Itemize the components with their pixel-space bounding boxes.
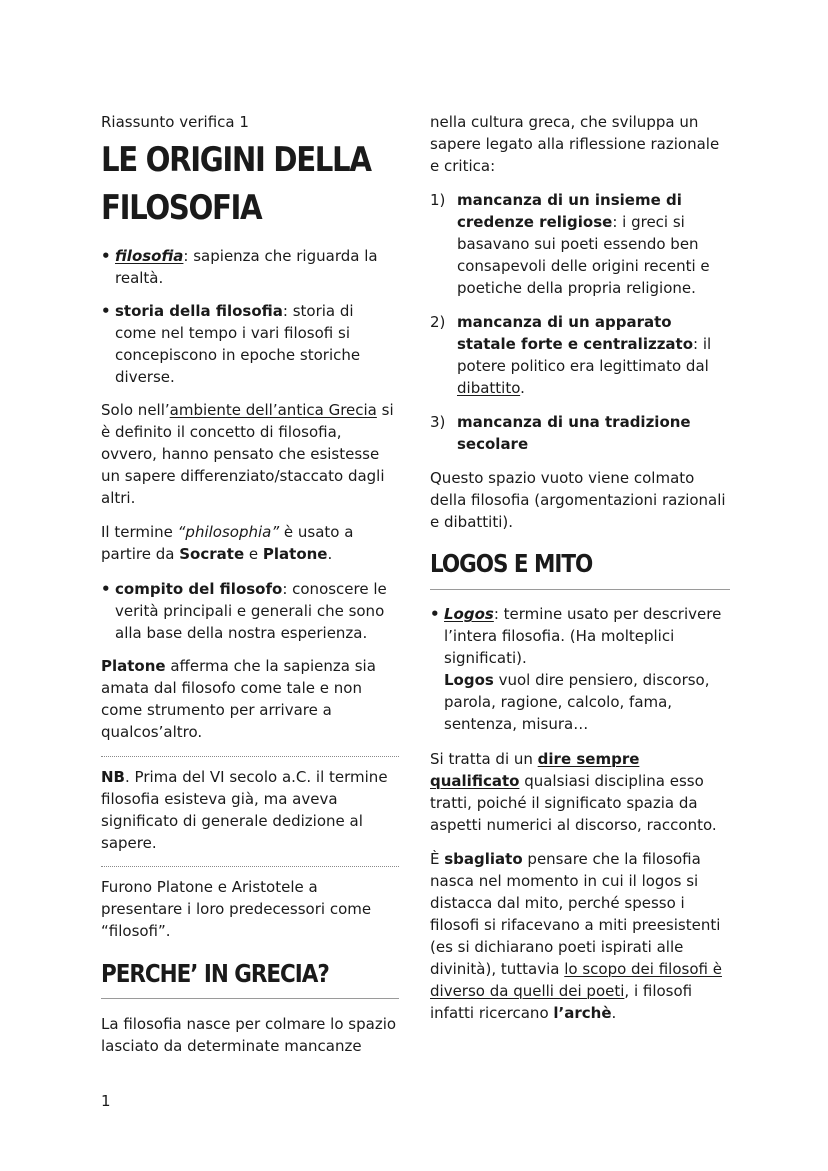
bullet-icon: •: [101, 580, 111, 598]
list-item-1: 1) mancanza di un insieme di credenze religiose: i greci si basavano sui poeti essendo ben consapevoli delle origini recenti e poetiche della propria religione.: [430, 191, 710, 297]
paragraph-philosophia: Il termine “philosophia” è usato a partire da Socrate e Platone.: [101, 523, 354, 563]
section-rule: [101, 998, 399, 999]
term-compito-del-filosofo: compito del filosofo: [115, 580, 283, 598]
note-nb: NB. Prima del VI secolo a.C. il termine filosofia esisteva già, ma aveva significato di generale dedizione al sapere.: [101, 768, 388, 852]
dotted-divider-top: [101, 756, 399, 757]
page-number: 1: [101, 1092, 111, 1110]
section-heading-logos-e-mito: LOGOS E MITO: [430, 549, 593, 578]
list-item-2: 2) mancanza di un apparato statale forte e centralizzato: il potere politico era legittimato dal dibattito.: [430, 313, 712, 397]
paragraph-mancanze: La filosofia nasce per colmare lo spazio lasciato da determinate mancanze: [101, 1015, 397, 1055]
page-title-line-2: FILOSOFIA: [101, 188, 262, 228]
paragraph-predecessori: Furono Platone e Aristotele a presentare i loro predecessori come “filosofi”.: [101, 878, 372, 940]
dotted-divider-bottom: [101, 866, 399, 867]
list-item-logos: • Logos: termine usato per descrivere l’intera filosofia. (Ha molteplici significati). Logos vuol dire pensiero, discorso, parola, ragione, calcolo, fama, sentenza, misura…: [430, 605, 722, 733]
page-title-line-1: LE ORIGINI DELLA: [101, 140, 371, 180]
paragraph-sbagliato: È sbagliato pensare che la filosofia nasca nel momento in cui il logos si distacca dal mito, perché spesso i filosofi si rifacevano a miti preesistenti (es si dichiarano poeti ispirati alle divinità), tuttavia lo scopo dei filosofi è diverso da quelli dei poeti, i filosofi infatti ricercano l’archè.: [430, 850, 722, 1022]
term-filosofia: filosofia: [115, 247, 184, 265]
list-item-3: 3) mancanza di una tradizione secolare: [430, 413, 691, 453]
bullet-icon: •: [101, 247, 111, 265]
document-subtitle: Riassunto verifica 1: [101, 113, 249, 131]
paragraph-cultura-greca: nella cultura greca, che sviluppa un sapere legato alla riflessione razionale e critica:: [430, 113, 720, 175]
list-item-storia-della-filosofia: • storia della filosofia: storia di come nel tempo i vari filosofi si concepiscono in epoche storiche diverse.: [101, 302, 361, 386]
section-rule: [430, 589, 730, 590]
term-storia-della-filosofia: storia della filosofia: [115, 302, 283, 320]
term-logos: Logos: [444, 605, 494, 623]
paragraph-platone: Platone afferma che la sapienza sia amata dal filosofo come tale e non come strumento per arrivare a qualcos’altro.: [101, 657, 376, 741]
list-item-filosofia: • filosofia: sapienza che riguarda la realtà.: [101, 247, 378, 287]
bullet-icon: •: [430, 605, 440, 623]
bullet-icon: •: [101, 302, 111, 320]
paragraph-dire-qualificato: Si tratta di un dire sempre qualificato qualsiasi disciplina esso tratti, poiché il significato spazia da aspetti numerici al discorso, racconto.: [430, 750, 717, 834]
section-heading-perche-in-grecia: PERCHE’ IN GRECIA?: [101, 959, 329, 988]
paragraph-spazio-vuoto: Questo spazio vuoto viene colmato della filosofia (argomentazioni razionali e dibattiti).: [430, 469, 726, 531]
list-item-compito-del-filosofo: • compito del filosofo: conoscere le verità principali e generali che sono alla base della nostra esperienza.: [101, 580, 387, 642]
paragraph-ambiente-grecia: Solo nell’ambiente dell’antica Grecia si è definito il concetto di filosofia, ovvero, hanno pensato che esistesse un sapere differenziato/staccato dagli altri.: [101, 401, 394, 507]
